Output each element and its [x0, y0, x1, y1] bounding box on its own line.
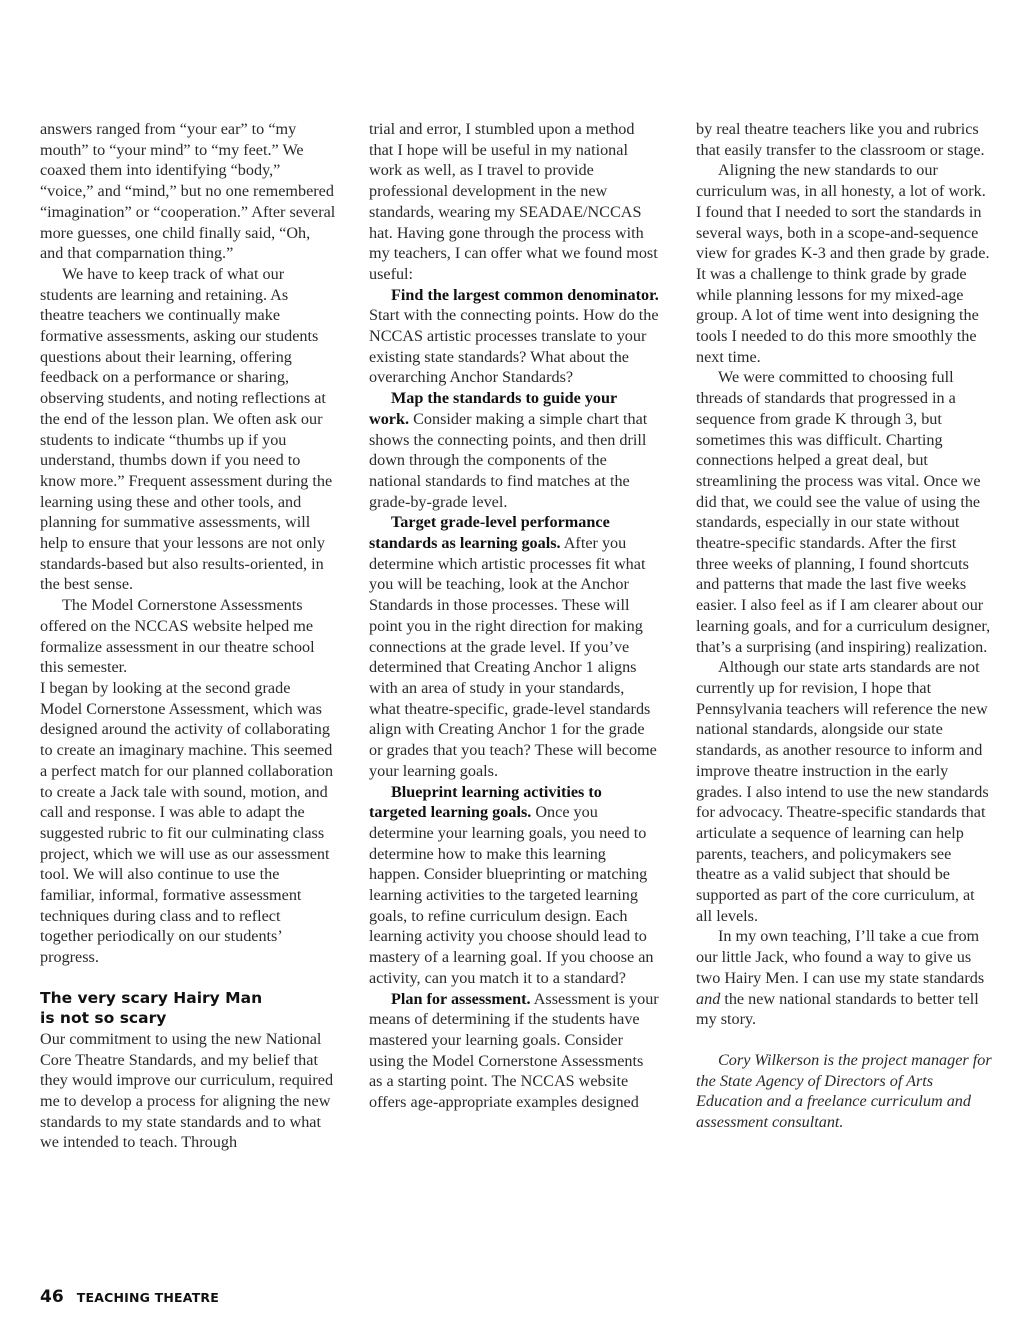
tip-lead: Map the standards to guide your work. — [369, 389, 617, 428]
paragraph: I began by looking at the second grade Model Cornerstone Assessment, which was designed around the activity of collaborating to create an imaginary machine. This seemed a perfect match for our planned collaboration to create a Jack tale with sound, motion, and call and response. I was able to adapt the suggested rubric to fit our culminating class project, which we will use as our assessment tool. We will also continue to use the familiar, informal, formative assessment techniques during class and to reflect together periodically on our students’ progress. — [40, 678, 334, 967]
paragraph: by real theatre teachers like you and rubrics that easily transfer to the classroom or stage. — [696, 120, 985, 159]
article-column-1 — [40, 119, 336, 1153]
paragraph: We have to keep track of what our students are learning and retaining. As theatre teachers we continually make formative assessments, asking our students questions about their learning, offering feedback on a performance or sharing, observing students, and noting reflections at the end of the lesson plan. We often ask our students to indicate “thumbs up if you understand, thumbs down if you need to know more.” Frequent assessment during the learning using these and other tools, and planning for summative assessments, will help to ensure that your lessons are not only standards-based but also results-oriented, in the best sense. — [40, 264, 333, 594]
tip-text: After you determine which artistic processes fit what you will be teaching, look at the Anchor Standards in those processes. These will point you in the right direction for making connections at the grade level. If you’ve determined that Creating Anchor 1 aligns with an area of study in your standards, what theatre-specific, grade-level standards align with Creating Anchor 1 for the grade or grades that you teach? These will become your learning goals. — [369, 534, 657, 780]
tip-paragraph-3 — [369, 512, 659, 781]
tip-text: Consider making a simple chart that shows the connecting points, and then drill down through the components of the national standards to find matches at the grade-by-grade level. — [369, 409, 648, 511]
tip-lead: Plan for assessment. — [391, 989, 531, 1008]
article-column-3 — [696, 119, 992, 1133]
section-heading-line-2: is not so scary — [40, 1009, 167, 1028]
tip-paragraph-1 — [369, 285, 659, 389]
tip-lead: Blueprint learning activities to targeted learning goals. — [369, 782, 602, 822]
author-bio: Cory Wilkerson is the project manager for the State Agency of Directors of Arts Education and a freelance curriculum and assessment consultant. — [696, 1050, 992, 1132]
closing-paragraph — [696, 926, 992, 1030]
tip-lead: Target grade-level performance standards as learning goals. — [369, 513, 610, 553]
tip-paragraph-4 — [369, 782, 659, 989]
tip-text: Once you determine your learning goals, you need to determine how to make this learning happen. Consider blueprinting or matching learning activities to the targeted learning goals, to refine curriculum design. Each learning activity you choose should lead to mastery of a learning goal. If you choose an activity, can you match it to a standard? — [369, 803, 654, 987]
section-heading — [40, 988, 336, 1029]
tip-paragraph-2 — [369, 388, 659, 512]
paragraph: answers ranged from “your ear” to “my mouth” to “your mind” to “my feet.” We coaxed them into identifying “body,” “voice,” and “mind,” but no one remembered “imagination” or “cooperation.” After several more guesses, one child finally said, “Oh, and that comparnation thing.” — [40, 120, 336, 263]
paragraph: trial and error, I stumbled upon a method that I hope will be useful in my national work as well, as I travel to provide professional development in the new standards, wearing my SEADAE/NCCAS hat. Having gone through the process with my teachers, I can offer what we found most useful: — [369, 120, 658, 283]
paragraph: Although our state arts standards are not currently up for revision, I hope that Pennsylvania teachers will reference the new national standards, alongside our state standards, as another resource to inform and improve theatre instruction in the early grades. I also intend to use the new standards for advocacy. Theatre-specific standards that articulate a sequence of learning can help parents, teachers, and policymakers see theatre as a valid subject that should be supported as part of the core curriculum, at all levels. — [696, 658, 989, 925]
closing-text: the new national standards to better tell my story. — [696, 989, 979, 1029]
page-footer — [40, 1287, 219, 1307]
tip-lead: Find the largest common denominator. — [391, 285, 659, 304]
publication-name: TEACHING THEATRE — [76, 1290, 219, 1305]
tip-text: Assessment is your means of determining if the students have mastered your learning goals. Consider using the Model Cornerstone Assessments as a starting point. The NCCAS website offers age-appropriate examples designed — [369, 989, 659, 1112]
tip-text: Start with the connecting points. How do the NCCAS artistic processes translate to your existing state standards? What about the overarching Anchor Standards? — [369, 306, 659, 387]
emphasis: and — [696, 989, 721, 1008]
paragraph: Aligning the new standards to our curriculum was, in all honesty, a lot of work. I found that I needed to sort the standards in several ways, both in a scope-and-sequence view for grades K-3 and then grade by grade. It was a challenge to think grade by grade while planning lessons for my mixed-age group. A lot of time went into designing the tools I needed to do this more smoothly the next time. — [696, 161, 990, 366]
section-heading-line-1: The very scary Hairy Man — [40, 988, 263, 1007]
tip-paragraph-5 — [369, 989, 659, 1113]
closing-text: In my own teaching, I’ll take a cue from our little Jack, who found a way to give us two Hairy Men. I can use my state standards — [696, 927, 985, 987]
paragraph: The Model Cornerstone Assessments offered on the NCCAS website helped me formalize assessment in our theatre school this semester. — [40, 596, 315, 677]
paragraph: We were committed to choosing full threads of standards that progressed in a sequence from grade K through 3, but sometimes this was difficult. Charting connections helped a great deal, but streamlining the process was vital. Once we did that, we could see the value of using the standards, especially in our state without theatre-specific standards. After the first three weeks of planning, I found shortcuts and patterns that made the last five weeks easier. I also feel as if I am clearer about our learning goals, and for a curriculum designer, that’s a surprising (and inspiring) realization. — [696, 368, 991, 656]
page-number: 46 — [40, 1287, 64, 1307]
paragraph: Our commitment to using the new National Core Theatre Standards, and my belief that they would improve our curriculum, required me to develop a process for aligning the new standards to my state standards and to what we intended to teach. Through — [40, 1029, 334, 1152]
article-column-2 — [369, 119, 659, 1113]
